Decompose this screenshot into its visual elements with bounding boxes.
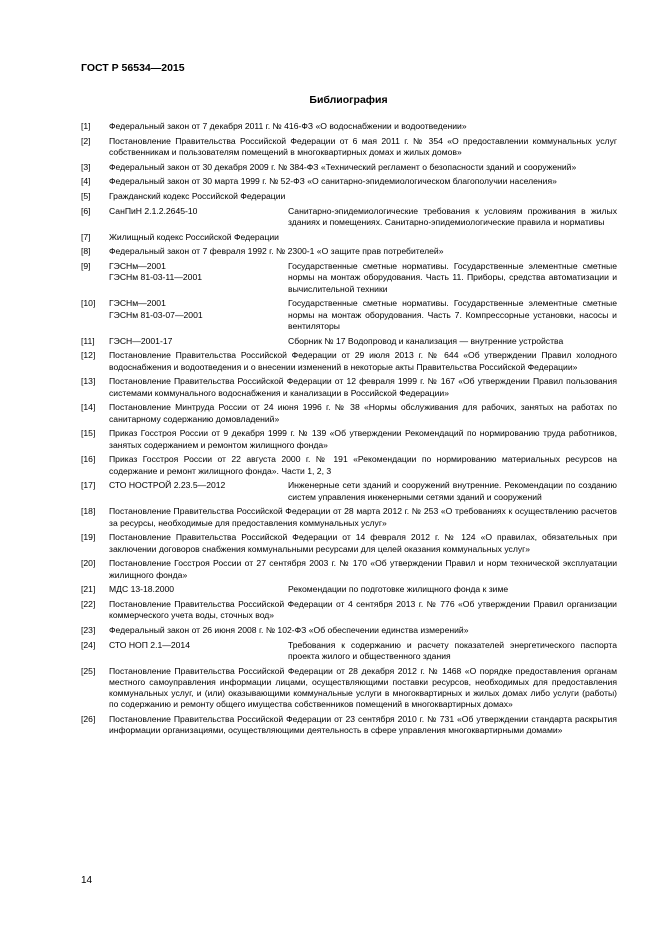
reference-text: Постановление Правительства Российской Федерации от 6 мая 2011 г. № 354 «О предоставлении коммунальных услуг собственникам и пользователям помещений в многоквартирных домах и жилых домов» bbox=[109, 135, 617, 157]
reference-number: [9] bbox=[81, 261, 91, 272]
reference-text: Государственные сметные нормативы. Государственные элементные сметные нормы на монтаж оборудования. Часть 7. Компрессорные установки, насосы и вентиляторы bbox=[288, 298, 617, 331]
reference-code-line: ГЭСНм—2001 bbox=[109, 261, 166, 272]
reference-item bbox=[81, 480, 617, 503]
reference-text: Жилищный кодекс Российской Федерации bbox=[109, 231, 279, 242]
reference-item bbox=[81, 232, 617, 243]
reference-number: [20] bbox=[81, 558, 96, 569]
reference-number: [22] bbox=[81, 598, 96, 609]
reference-item bbox=[81, 454, 617, 477]
reference-text: Постановление Правительства Российской Федерации от 29 июля 2013 г. № 644 «Об утверждении Правил холодного водоснабжения и водоотведения и о внесении изменений в некоторые акты Правительства Российской Федерации» bbox=[109, 350, 617, 372]
reference-number: [13] bbox=[81, 376, 96, 387]
reference-item bbox=[81, 428, 617, 451]
reference-number: [25] bbox=[81, 665, 96, 676]
reference-number: [18] bbox=[81, 506, 96, 517]
reference-code bbox=[109, 298, 279, 321]
reference-code-line: СТО НОП 2.1—2014 bbox=[109, 639, 190, 650]
reference-item bbox=[81, 625, 617, 636]
reference-text: Санитарно-эпидемиологические требования к условиям проживания в жилых зданиях и помещениях. Санитарно-эпидемиологические правила и нормативы bbox=[288, 205, 617, 228]
reference-text: Постановление Минтруда России от 24 июня 1996 г. № 38 «Нормы обслуживания для рабочих, занятых на работах по санитарному содержанию домовладений» bbox=[109, 402, 617, 424]
reference-number: [4] bbox=[81, 176, 91, 187]
reference-list bbox=[81, 121, 617, 740]
reference-item bbox=[81, 191, 617, 202]
reference-text: Рекомендации по подготовке жилищного фонда к зиме bbox=[288, 584, 509, 595]
reference-text: Федеральный закон от 7 декабря 2011 г. № 416-ФЗ «О водоснабжении и водоотведении» bbox=[109, 121, 467, 131]
reference-code bbox=[109, 261, 279, 284]
reference-item bbox=[81, 298, 617, 332]
reference-text: Требования к содержанию и расчету показателей энергетического паспорта проекта жилого и общественного здания bbox=[288, 639, 617, 661]
reference-number: [19] bbox=[81, 532, 96, 543]
reference-item bbox=[81, 261, 617, 295]
reference-code-line: ГЭСН—2001-17 bbox=[109, 335, 173, 346]
reference-text: Государственные сметные нормативы. Государственные элементные сметные нормы на монтаж оборудования. Часть 11. Приборы, средства автоматизации и вычислительной техники bbox=[288, 261, 617, 294]
reference-number: [24] bbox=[81, 639, 96, 650]
reference-text: Приказ Госстроя России от 9 декабря 1999 г. № 139 «Об утверждении Рекомендаций по нормированию труда работников, занятых содержанием и ремонтом жилищного фонда» bbox=[109, 428, 617, 450]
reference-text: Постановление Правительства Российской Федерации от 28 марта 2012 г. № 253 «О требованиях к осуществлению расчетов за ресурсы, необходимые для предоставления коммунальных услуг» bbox=[109, 506, 617, 528]
reference-number: [6] bbox=[81, 205, 91, 216]
reference-item bbox=[81, 376, 617, 399]
reference-code bbox=[109, 206, 279, 217]
reference-text: Постановление Правительства Российской Федерации от 23 сентября 2010 г. № 731 «Об утверждении стандарта раскрытия информации организациями, осуществляющими деятельность в сфере управления многоквартирными домами» bbox=[109, 714, 617, 736]
reference-code-line: ГЭСНм—2001 bbox=[109, 298, 166, 309]
reference-number: [16] bbox=[81, 454, 96, 465]
reference-item bbox=[81, 506, 617, 529]
reference-number: [12] bbox=[81, 350, 96, 361]
reference-item bbox=[81, 558, 617, 581]
reference-item bbox=[81, 206, 617, 229]
reference-text: Постановление Госстроя России от 27 сентября 2003 г. № 170 «Об утверждении Правил и норм технической эксплуатации жилищного фонда» bbox=[109, 558, 617, 580]
reference-code bbox=[109, 584, 279, 595]
reference-item bbox=[81, 246, 617, 257]
reference-code-line-2: ГЭСНм 81-03-07—2001 bbox=[109, 309, 203, 320]
reference-text: Сборник № 17 Водопровод и канализация — внутренние устройства bbox=[288, 335, 564, 346]
reference-text: Постановление Правительства Российской Федерации от 4 сентября 2013 г. № 776 «Об утверждении Правил организации коммерческого учета воды, сточных вод» bbox=[109, 598, 617, 621]
bibliography-title: Библиография bbox=[309, 94, 388, 106]
reference-number: [2] bbox=[81, 135, 91, 146]
reference-item bbox=[81, 162, 617, 173]
reference-number: [7] bbox=[81, 231, 91, 242]
reference-number: [23] bbox=[81, 624, 96, 635]
reference-number: [3] bbox=[81, 161, 91, 172]
reference-code-line: МДС 13-18.2000 bbox=[109, 584, 175, 595]
reference-text: Приказ Госстроя России от 22 августа 2000 г. № 191 «Рекомендации по нормированию материальных ресурсов на содержание и ремонт жилищного фонда». Части 1, 2, 3 bbox=[109, 454, 617, 476]
reference-item bbox=[81, 176, 617, 187]
reference-item bbox=[81, 136, 617, 159]
standard-code: ГОСТ Р 56534—2015 bbox=[81, 62, 185, 74]
reference-text: Постановление Правительства Российской Федерации от 28 декабря 2012 г. № 1468 «О порядке предоставления органам местного самоуправления информации лицами, осуществляющими поставки ресурсов, необходимых для предоставления коммунальных услуг, и (или) оказывающими коммунальные услуги в многоквартирных и жилых домах либо услуги (работы) по содержанию и ремонту общего имущества собственников помещений в многоквартирных домах» bbox=[109, 665, 617, 710]
reference-number: [15] bbox=[81, 428, 96, 439]
reference-code-line: СТО НОСТРОЙ 2.23.5—2012 bbox=[109, 480, 226, 491]
reference-code-line-2: ГЭСНм 81-03-11—2001 bbox=[109, 272, 203, 283]
reference-item bbox=[81, 336, 617, 347]
reference-item bbox=[81, 666, 617, 711]
reference-number: [17] bbox=[81, 480, 96, 491]
reference-item bbox=[81, 584, 617, 595]
reference-number: [10] bbox=[81, 298, 96, 309]
reference-number: [8] bbox=[81, 246, 91, 257]
reference-text: Инженерные сети зданий и сооружений внутренние. Рекомендации по созданию систем управления инженерными сетями зданий и сооружений bbox=[288, 480, 617, 502]
reference-number: [11] bbox=[81, 335, 95, 346]
reference-number: [21] bbox=[81, 584, 96, 595]
reference-number: [5] bbox=[81, 191, 91, 202]
reference-item bbox=[81, 640, 617, 663]
reference-code bbox=[109, 336, 279, 347]
reference-text: Федеральный закон от 26 июня 2008 г. № 102-ФЗ «Об обеспечении единства измерений» bbox=[109, 624, 469, 635]
reference-text: Постановление Правительства Российской Федерации от 12 февраля 1999 г. № 167 «Об утверждении Правил пользования системами коммунального водоснабжения и канализации в Российской Федерации» bbox=[109, 376, 617, 398]
reference-number: [26] bbox=[81, 714, 96, 725]
reference-item bbox=[81, 402, 617, 425]
reference-item bbox=[81, 350, 617, 373]
reference-number: [14] bbox=[81, 402, 96, 413]
reference-item bbox=[81, 714, 617, 737]
reference-number: [1] bbox=[81, 121, 91, 131]
reference-text: Гражданский кодекс Российской Федерации bbox=[109, 191, 286, 202]
reference-code bbox=[109, 480, 279, 491]
reference-item bbox=[81, 121, 617, 132]
reference-code-line: СанПиН 2.1.2.2645-10 bbox=[109, 205, 198, 216]
reference-item bbox=[81, 532, 617, 555]
reference-text: Постановление Правительства Российской Федерации от 14 февраля 2012 г. № 124 «О правилах, обязательных при заключении договоров снабжения коммунальными ресурсами для целей оказания коммунальных услуг» bbox=[109, 532, 617, 554]
reference-code bbox=[109, 640, 279, 651]
reference-text: Федеральный закон от 30 марта 1999 г. № 52-ФЗ «О санитарно-эпидемиологическом благополучии населения» bbox=[109, 176, 557, 187]
reference-text: Федеральный закон от 7 февраля 1992 г. № 2300-1 «О защите прав потребителей» bbox=[109, 246, 444, 257]
reference-item bbox=[81, 599, 617, 622]
reference-text: Федеральный закон от 30 декабря 2009 г. № 384-ФЗ «Технический регламент о безопасности зданий и сооружений» bbox=[109, 161, 577, 172]
page-number: 14 bbox=[81, 875, 93, 886]
